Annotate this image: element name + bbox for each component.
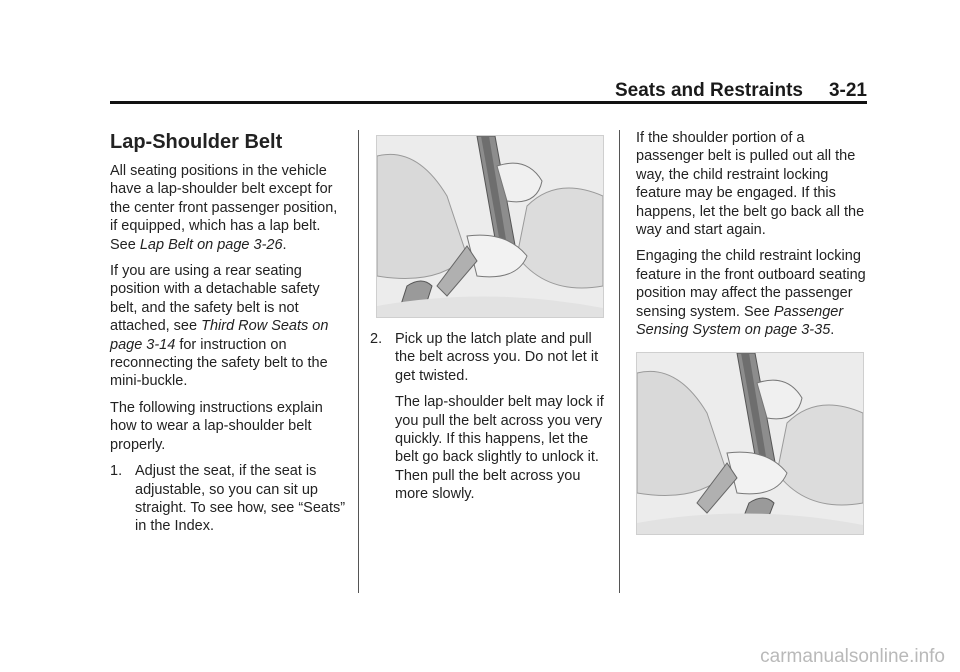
step-1 bbox=[110, 462, 348, 536]
intro-paragraph bbox=[110, 162, 348, 254]
intro-end: . bbox=[282, 236, 287, 253]
step-1-text: Adjust the seat, if the seat is adjustable, so you can sit up straight. To see how, see “Seats” in the Index. bbox=[135, 463, 346, 535]
page-number: 3-21 bbox=[828, 80, 867, 101]
passenger-sensing-reference[interactable]: Passenger Sensing System on page 3-35 bbox=[636, 303, 844, 339]
rear-seating-end: for instruction on reconnecting the safety belt to the mini-buckle. bbox=[110, 336, 328, 390]
section-title: Seats and Restraints bbox=[615, 80, 803, 101]
belt-illustration-1-drawing bbox=[377, 136, 603, 317]
section-heading: Lap-Shoulder Belt bbox=[110, 131, 283, 153]
rear-seating-text: If you are using a rear seating position with a detachable safety belt, and the safety belt is not attached, see bbox=[110, 263, 320, 335]
passenger-sensing-end: . bbox=[830, 322, 835, 339]
rear-seating-paragraph bbox=[110, 262, 348, 391]
column-3 bbox=[636, 129, 868, 347]
column-divider-1 bbox=[358, 130, 359, 593]
page-header bbox=[110, 80, 867, 102]
passenger-sensing-text: Engaging the child restraint locking feature in the front outboard seating position may affect the passenger sensing system. See bbox=[636, 248, 866, 320]
watermark: carmanualsonline.info bbox=[760, 646, 945, 667]
belt-illustration-2 bbox=[636, 352, 864, 535]
instructions-paragraph: The following instructions explain how to wear a lap-shoulder belt properly. bbox=[110, 399, 323, 453]
lap-belt-reference[interactable]: Lap Belt on page 3-26 bbox=[139, 236, 283, 253]
step-2-text: Pick up the latch plate and pull the belt across you. Do not let it get twisted. bbox=[395, 331, 599, 384]
column-2 bbox=[370, 330, 610, 512]
belt-illustration-1 bbox=[376, 135, 604, 318]
step-2-note: The lap-shoulder belt may lock if you pull the belt across you very quickly. If this happens, let the belt go back slightly to unlock it. Then pull the belt across you more slowly. bbox=[395, 394, 604, 503]
third-row-reference[interactable]: Third Row Seats on page 3-14 bbox=[110, 318, 329, 353]
step-2 bbox=[370, 330, 610, 385]
passenger-sensing-paragraph bbox=[636, 247, 868, 339]
step-2-number: 2. bbox=[370, 331, 383, 347]
column-1 bbox=[110, 130, 348, 544]
step-1-number: 1. bbox=[110, 463, 123, 480]
intro-text: All seating positions in the vehicle have a lap-shoulder belt except for the center front passenger position, if equipped, which has a lap belt. See bbox=[110, 163, 338, 253]
belt-illustration-2-drawing bbox=[637, 353, 863, 534]
header-rule bbox=[110, 101, 867, 104]
column-divider-2 bbox=[619, 130, 620, 593]
shoulder-portion-paragraph: If the shoulder portion of a passenger belt is pulled out all the way, the child restraint locking feature may be engaged. If this happens, let the belt go back all the way and start again. bbox=[636, 130, 865, 239]
